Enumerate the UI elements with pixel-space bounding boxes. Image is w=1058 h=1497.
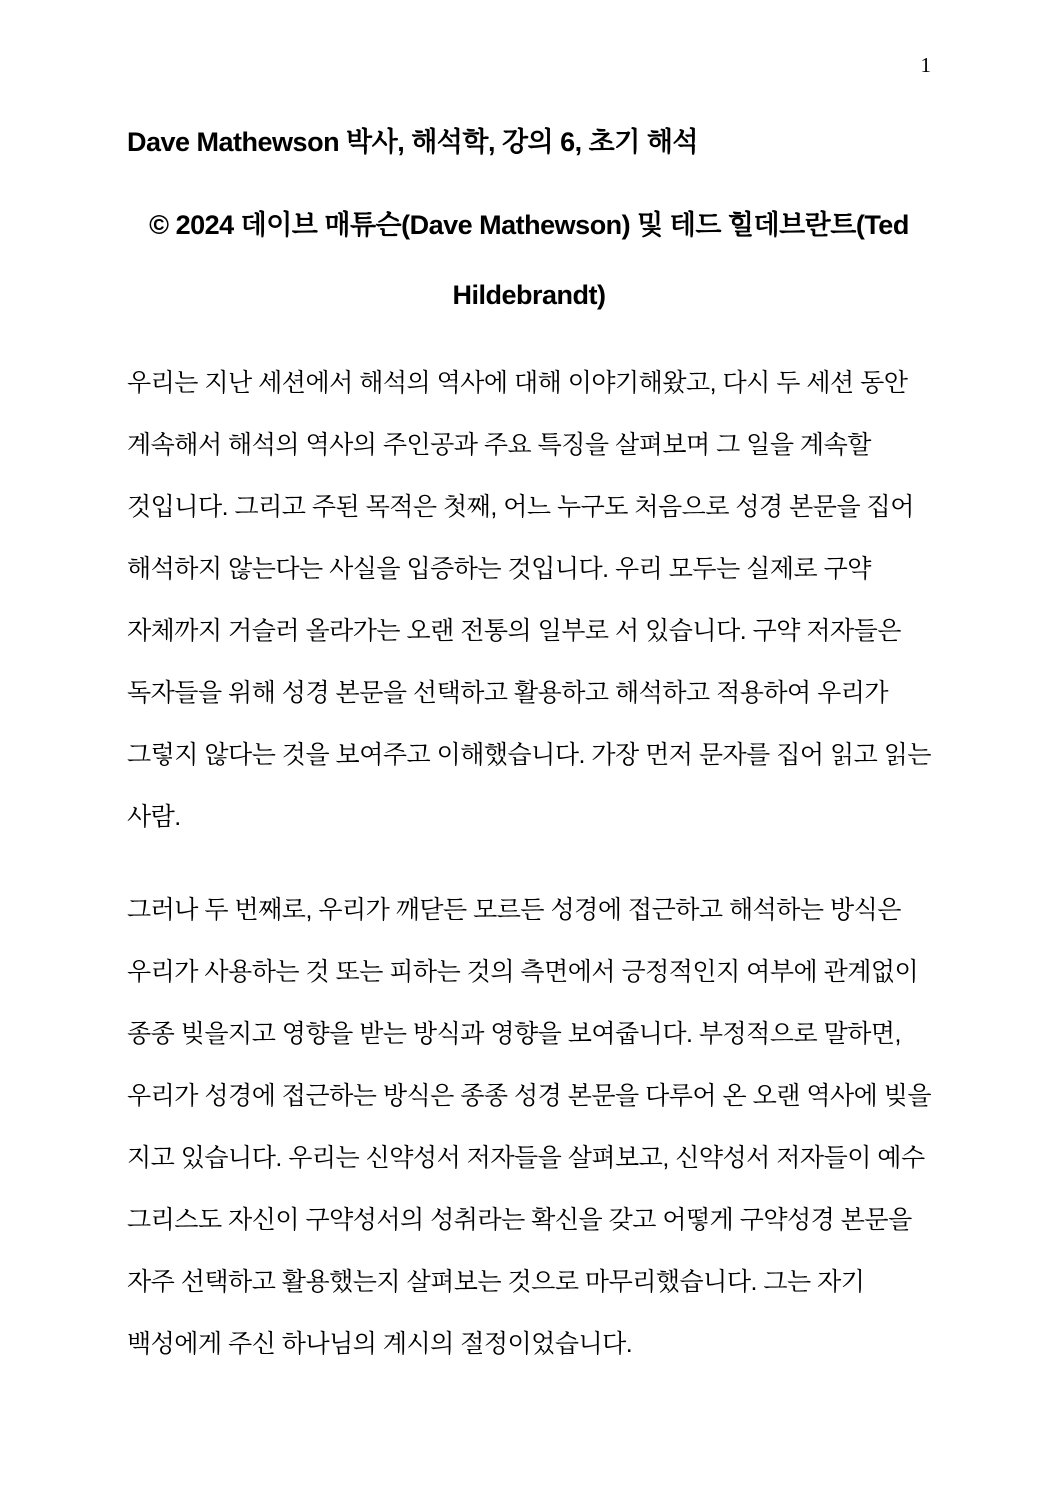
paragraph-line: 것입니다. 그리고 주된 목적은 첫째, 어느 누구도 처음으로 성경 본문을 집어: [127, 493, 914, 521]
paragraph-line: 그러나 두 번째로, 우리가 깨닫든 모르든 성경에 접근하고 해석하는 방식은: [127, 896, 901, 924]
paragraph-line: 우리가 성경에 접근하는 방식은 종종 성경 본문을 다루어 온 오랜 역사에 빚을: [127, 1082, 932, 1110]
paragraph-line: 자주 선택하고 활용했는지 살펴보는 것으로 마무리했습니다. 그는 자기: [127, 1268, 865, 1296]
paragraph-line: 우리가 사용하는 것 또는 피하는 것의 측면에서 긍정적인지 여부에 관계없이: [127, 958, 919, 986]
paragraph-line: 우리는 지난 세션에서 해석의 역사에 대해 이야기해왔고, 다시 두 세션 동안: [127, 369, 908, 397]
paragraph-line: 그리스도 자신이 구약성서의 성취라는 확신을 갖고 어떻게 구약성경 본문을: [127, 1206, 912, 1234]
paragraph-line: 자체까지 거슬러 올라가는 오랜 전통의 일부로 서 있습니다. 구약 저자들은: [127, 617, 901, 645]
paragraph-line: 독자들을 위해 성경 본문을 선택하고 활용하고 해석하고 적용하여 우리가: [127, 679, 889, 707]
document-content: [0, 120, 1058, 1375]
paragraph-line: 백성에게 주신 하나님의 계시의 절정이었습니다.: [127, 1330, 633, 1358]
paragraph-line: 사람.: [127, 803, 181, 831]
paragraph-line: 지고 있습니다. 우리는 신약성서 저자들을 살펴보고, 신약성서 저자들이 예수: [127, 1144, 925, 1172]
paragraph-line: 그렇지 않다는 것을 보여주고 이해했습니다. 가장 먼저 문자를 집어 읽고 읽는: [127, 741, 932, 769]
paragraph-1: [127, 352, 931, 848]
document-title: Dave Mathewson 박사, 해석학, 강의 6, 초기 해석: [127, 127, 698, 157]
paragraph-line: 계속해서 해석의 역사의 주인공과 주요 특징을 살펴보며 그 일을 계속할: [127, 431, 871, 459]
page-number: 1: [920, 53, 931, 77]
copyright-line-2: Hildebrandt): [452, 280, 606, 310]
paragraph-line: 해석하지 않는다는 사실을 입증하는 것입니다. 우리 모두는 실제로 구약: [127, 555, 871, 583]
paragraph-2: [127, 879, 931, 1375]
paragraph-line: 종종 빚을지고 영향을 받는 방식과 영향을 보여줍니다. 부정적으로 말하면,: [127, 1020, 901, 1048]
copyright-block: [127, 190, 931, 330]
copyright-line-1: © 2024 데이브 매튜슨(Dave Mathewson) 및 테드 힐데브란트(Ted: [149, 210, 909, 240]
